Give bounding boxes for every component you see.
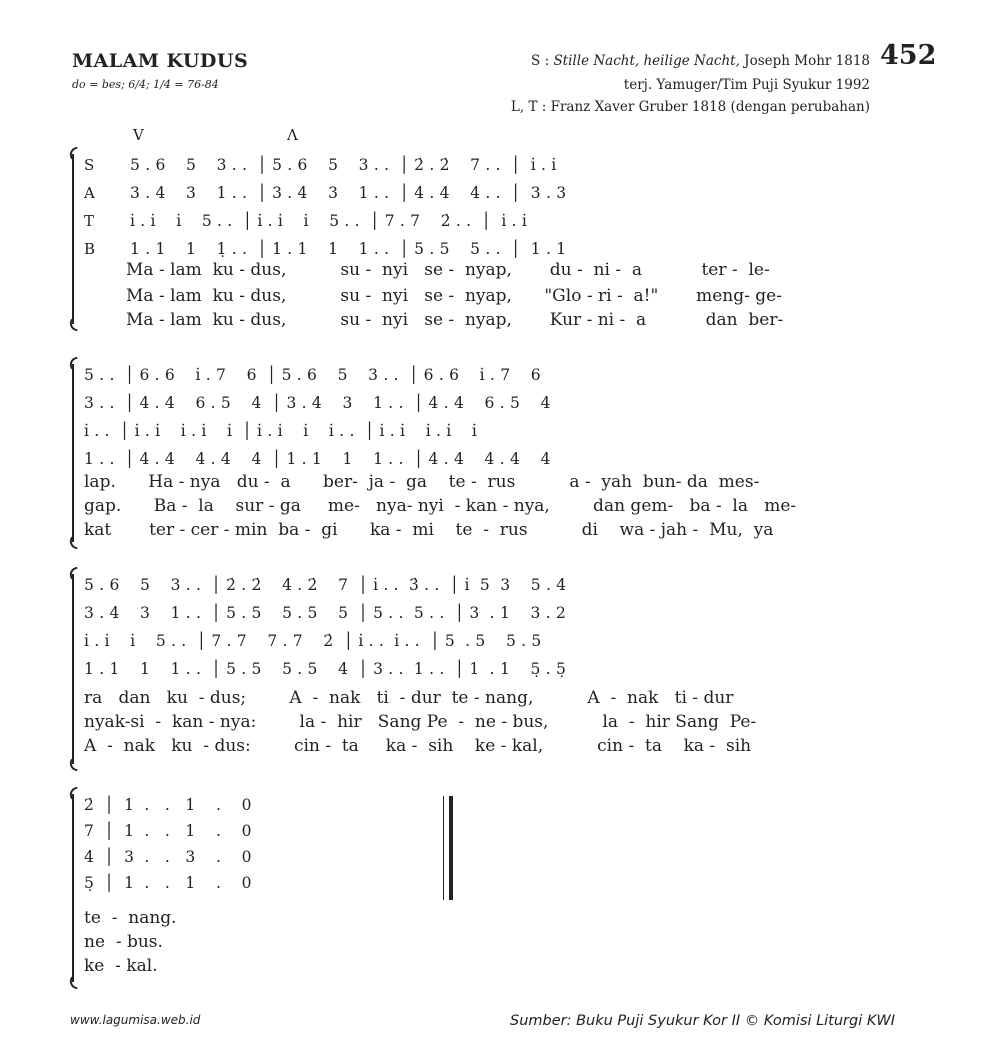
music-system-2	[0, 360, 992, 550]
tempo-marking: do = bes; 6/4; 1/4 = 76-84	[72, 78, 219, 91]
source-credit: Sumber: Buku Puji Syukur Kor II © Komisi Liturgi KWI	[510, 1013, 895, 1029]
lyric-verse-2: ne - bus.	[84, 932, 163, 952]
translation-credit: terj. Yamuger/Tim Puji Syukur 1992	[623, 77, 870, 93]
voice-label-bass: B	[84, 240, 96, 258]
notes-bass: 1 . 1 1 1 . . │ 5 . 5 5 . 5 4 │ 3 . . 1 . . │ 1 . 1 5̣ . 5̣	[84, 660, 567, 678]
credit-text-prefix: S :	[531, 53, 554, 69]
voice-label-soprano: S	[84, 156, 95, 174]
final-barline-thick	[449, 796, 453, 900]
notes-tenor: i̇ . i̇ i̇ 5 . . │ i̇ . i̇ i̇ 5 . . │ 7 . 7 2̇ . . │ i̇ . i̇	[130, 212, 528, 230]
lyric-verse-1: ra dan ku - dus; A - nak ti - dur te - nang, A - nak ti - dur	[84, 688, 734, 708]
system-brace	[72, 154, 79, 324]
notes-alto: 3 . 4 3 1 . . │ 5 . 5 5 . 5 5 │ 5 . . 5 . . │ 3 . 1 3 . 2	[84, 604, 567, 622]
notes-bass: 5̣ │ 1 . . 1 . 0	[84, 874, 252, 892]
lyric-verse-1: te - nang.	[84, 908, 177, 928]
hymn-number: 452	[880, 40, 937, 71]
notes-soprano: 2̇ │ 1 . . 1 . 0	[84, 796, 252, 814]
system-brace	[72, 794, 79, 982]
lyric-verse-1: Ma - lam ku - dus, su - nyi se - nyap, du - ni - a ter - le-	[126, 260, 770, 280]
lyric-verse-2: nyak-si - kan - nya: la - hir Sang Pe - ne - bus, la - hir Sang Pe-	[84, 712, 757, 732]
music-system-3	[0, 570, 992, 770]
notes-soprano: 5 . 6 5 3 . . │ 5 . 6 5 3 . . │ 2̇ . 2̇ 7 . . │ i̇ . i̇	[130, 156, 557, 174]
lyric-verse-3: Ma - lam ku - dus, su - nyi se - nyap, Kur - ni - a dan ber-	[126, 310, 784, 330]
lyric-verse-1: lap. Ha - nya du - a ber- ja - ga te - rus a - yah bun- da mes-	[84, 472, 760, 492]
voice-label-alto: A	[84, 184, 95, 202]
notes-soprano: 5 . 6 5 3 . . │ 2̇ . 2̇ 4 . 2̇ 7 │ i̇ . . 3̇ . . │ i̇ 5 3 5 . 4	[84, 576, 567, 594]
notes-alto: 3 . 4 3 1 . . │ 3 . 4 3 1 . . │ 4 . 4 4 . . │ 3 . 3	[130, 184, 567, 202]
voice-label-tenor: T	[84, 212, 95, 230]
music-system-4	[0, 790, 992, 990]
credit-text	[531, 53, 870, 69]
notes-alto: 7 │ 1 . . 1 . 0	[84, 822, 252, 840]
notes-bass: 1 . 1 1 1̣ . . │ 1 . 1 1 1 . . │ 5 . 5 5 . . │ 1 . 1	[130, 240, 567, 258]
lyric-verse-3: ke - kal.	[84, 956, 158, 976]
song-title: MALAM KUDUS	[72, 50, 249, 72]
notes-soprano: 5 . . │ 6 . 6 i̇ . 7 6 │ 5 . 6 5 3 . . │ 6 . 6 i̇ . 7 6	[84, 366, 541, 384]
credit-text-author: Joseph Mohr 1818	[739, 53, 870, 69]
music-system-1	[0, 150, 992, 340]
lyric-verse-2: Ma - lam ku - dus, su - nyi se - nyap, "Glo - ri - a!" meng- ge-	[126, 286, 782, 306]
breath-mark: V	[133, 126, 144, 144]
music-credit: L, T : Franz Xaver Gruber 1818 (dengan perubahan)	[510, 99, 870, 115]
lyric-verse-3: A - nak ku - dus: cin - ta ka - sih ke - kal, cin - ta ka - sih	[84, 736, 752, 756]
notes-tenor: i̇ . i̇ i̇ 5 . . │ 7 . 7 7 . 7 2̇ │ i̇ . . i̇ . . │ 5 . 5 5 . 5	[84, 632, 542, 650]
notes-alto: 3 . . │ 4 . 4 6 . 5 4 │ 3 . 4 3 1 . . │ 4 . 4 6 . 5 4	[84, 394, 551, 412]
notes-tenor: 4 │ 3 . . 3 . 0	[84, 848, 252, 866]
breath-mark: Λ	[287, 126, 298, 144]
lyric-verse-3: kat ter - cer - min ba - gi ka - mi te - rus di wa - jah - Mu, ya	[84, 520, 774, 540]
credit-text-original-title: Stille Nacht, heilige Nacht,	[553, 53, 740, 69]
system-brace	[72, 574, 79, 764]
website-link[interactable]: www.lagumisa.web.id	[70, 1013, 201, 1027]
lyric-verse-2: gap. Ba - la sur - ga me- nya- nyi - kan - nya, dan gem- ba - la me-	[84, 496, 797, 516]
final-barline-thin	[443, 796, 444, 900]
notes-bass: 1 . . │ 4 . 4 4 . 4 4 │ 1 . 1 1 1 . . │ 4 . 4 4 . 4 4	[84, 450, 551, 468]
notes-tenor: i̇ . . │ i̇ . i̇ i̇ . i̇ i̇ │ i̇ . i̇ i̇ i̇ . . │ i̇ . i̇ i̇ . i̇ i̇	[84, 422, 478, 440]
system-brace	[72, 364, 79, 542]
